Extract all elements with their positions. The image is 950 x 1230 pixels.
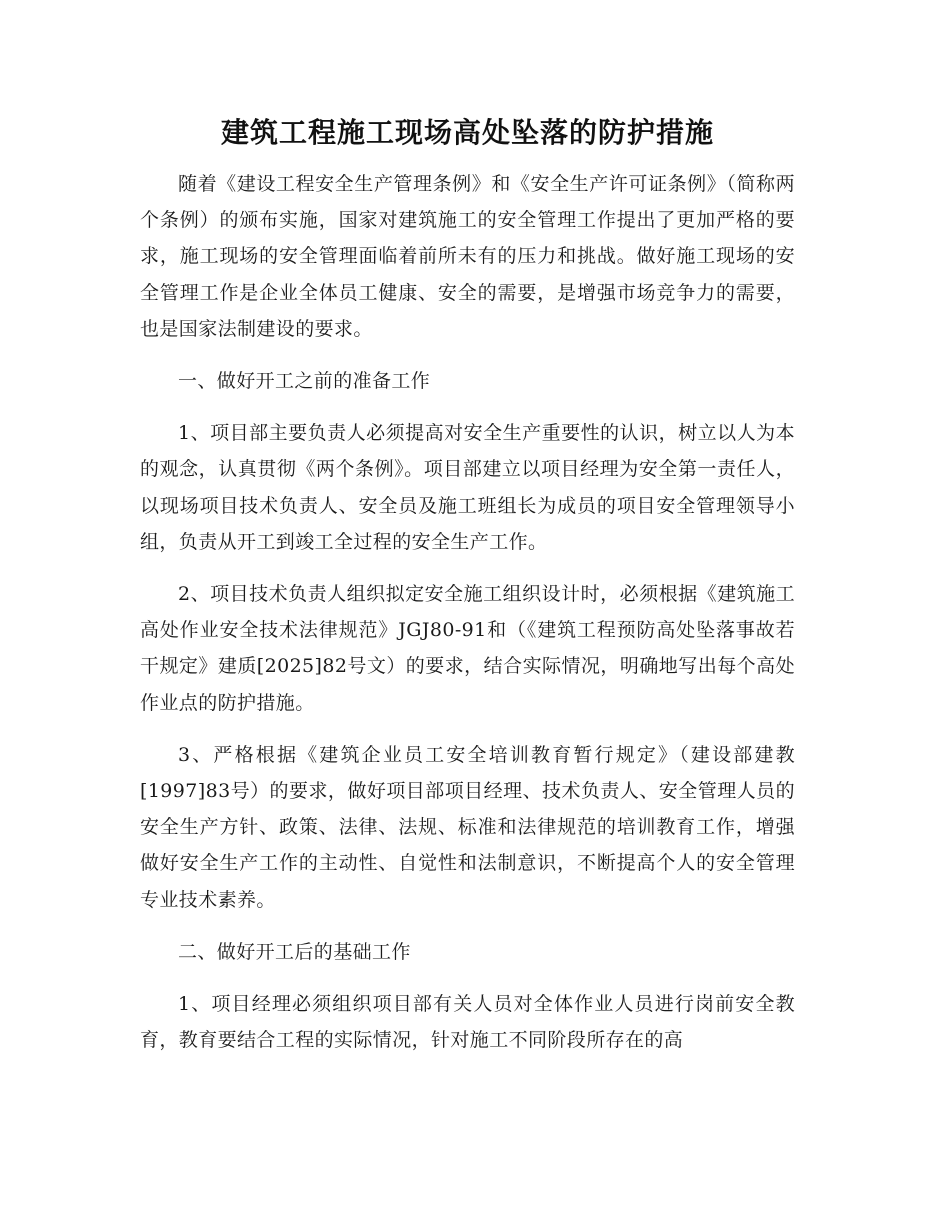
document-title: 建筑工程施工现场高处坠落的防护措施 — [220, 116, 714, 149]
section-1-item-2: 2、项目技术负责人组织拟定安全施工组织设计时，必须根据《建筑施工高处作业安全技术法律规范》JGJ80-91和（《建筑工程预防高处坠落事故若干规定》建质[2025]82号文）的要求，结合实际情况，明确地写出每个高处作业点的防护措施。 — [140, 583, 795, 714]
section-2-item-1: 1、项目经理必须组织项目部有关人员对全体作业人员进行岗前安全教育，教育要结合工程的实际情况，针对施工不同阶段所存在的高 — [140, 993, 795, 1052]
intro-paragraph: 随着《建设工程安全生产管理条例》和《安全生产许可证条例》（简称两个条例）的颁布实施，国家对建筑施工的安全管理工作提出了更加严格的要求，施工现场的安全管理面临着前所未有的压力和挑战。做好施工现场的安全管理工作是企业全体员工健康、安全的需要，是增强市场竞争力的需要，也是国家法制建设的要求。 — [140, 173, 795, 340]
section-1-heading: 一、做好开工之前的准备工作 — [178, 370, 431, 393]
section-1-item-3: 3、严格根据《建筑企业员工安全培训教育暂行规定》（建设部建教[1997]83号）的要求，做好项目部项目经理、技术负责人、安全管理人员的安全生产方针、政策、法律、法规、标准和法律规范的培训教育工作，增强做好安全生产工作的主动性、自觉性和法制意识，不断提高个人的安全管理专业技术素养。 — [140, 743, 795, 911]
section-1-item-1: 1、项目部主要负责人必须提高对安全生产重要性的认识，树立以人为本的观念，认真贯彻《两个条例》。项目部建立以项目经理为安全第一责任人，以现场项目技术负责人、安全员及施工班组长为成员的项目安全管理领导小组，负责从开工到竣工全过程的安全生产工作。 — [140, 422, 795, 553]
section-2-heading: 二、做好开工后的基础工作 — [178, 940, 411, 963]
document-page — [140, 108, 795, 1058]
